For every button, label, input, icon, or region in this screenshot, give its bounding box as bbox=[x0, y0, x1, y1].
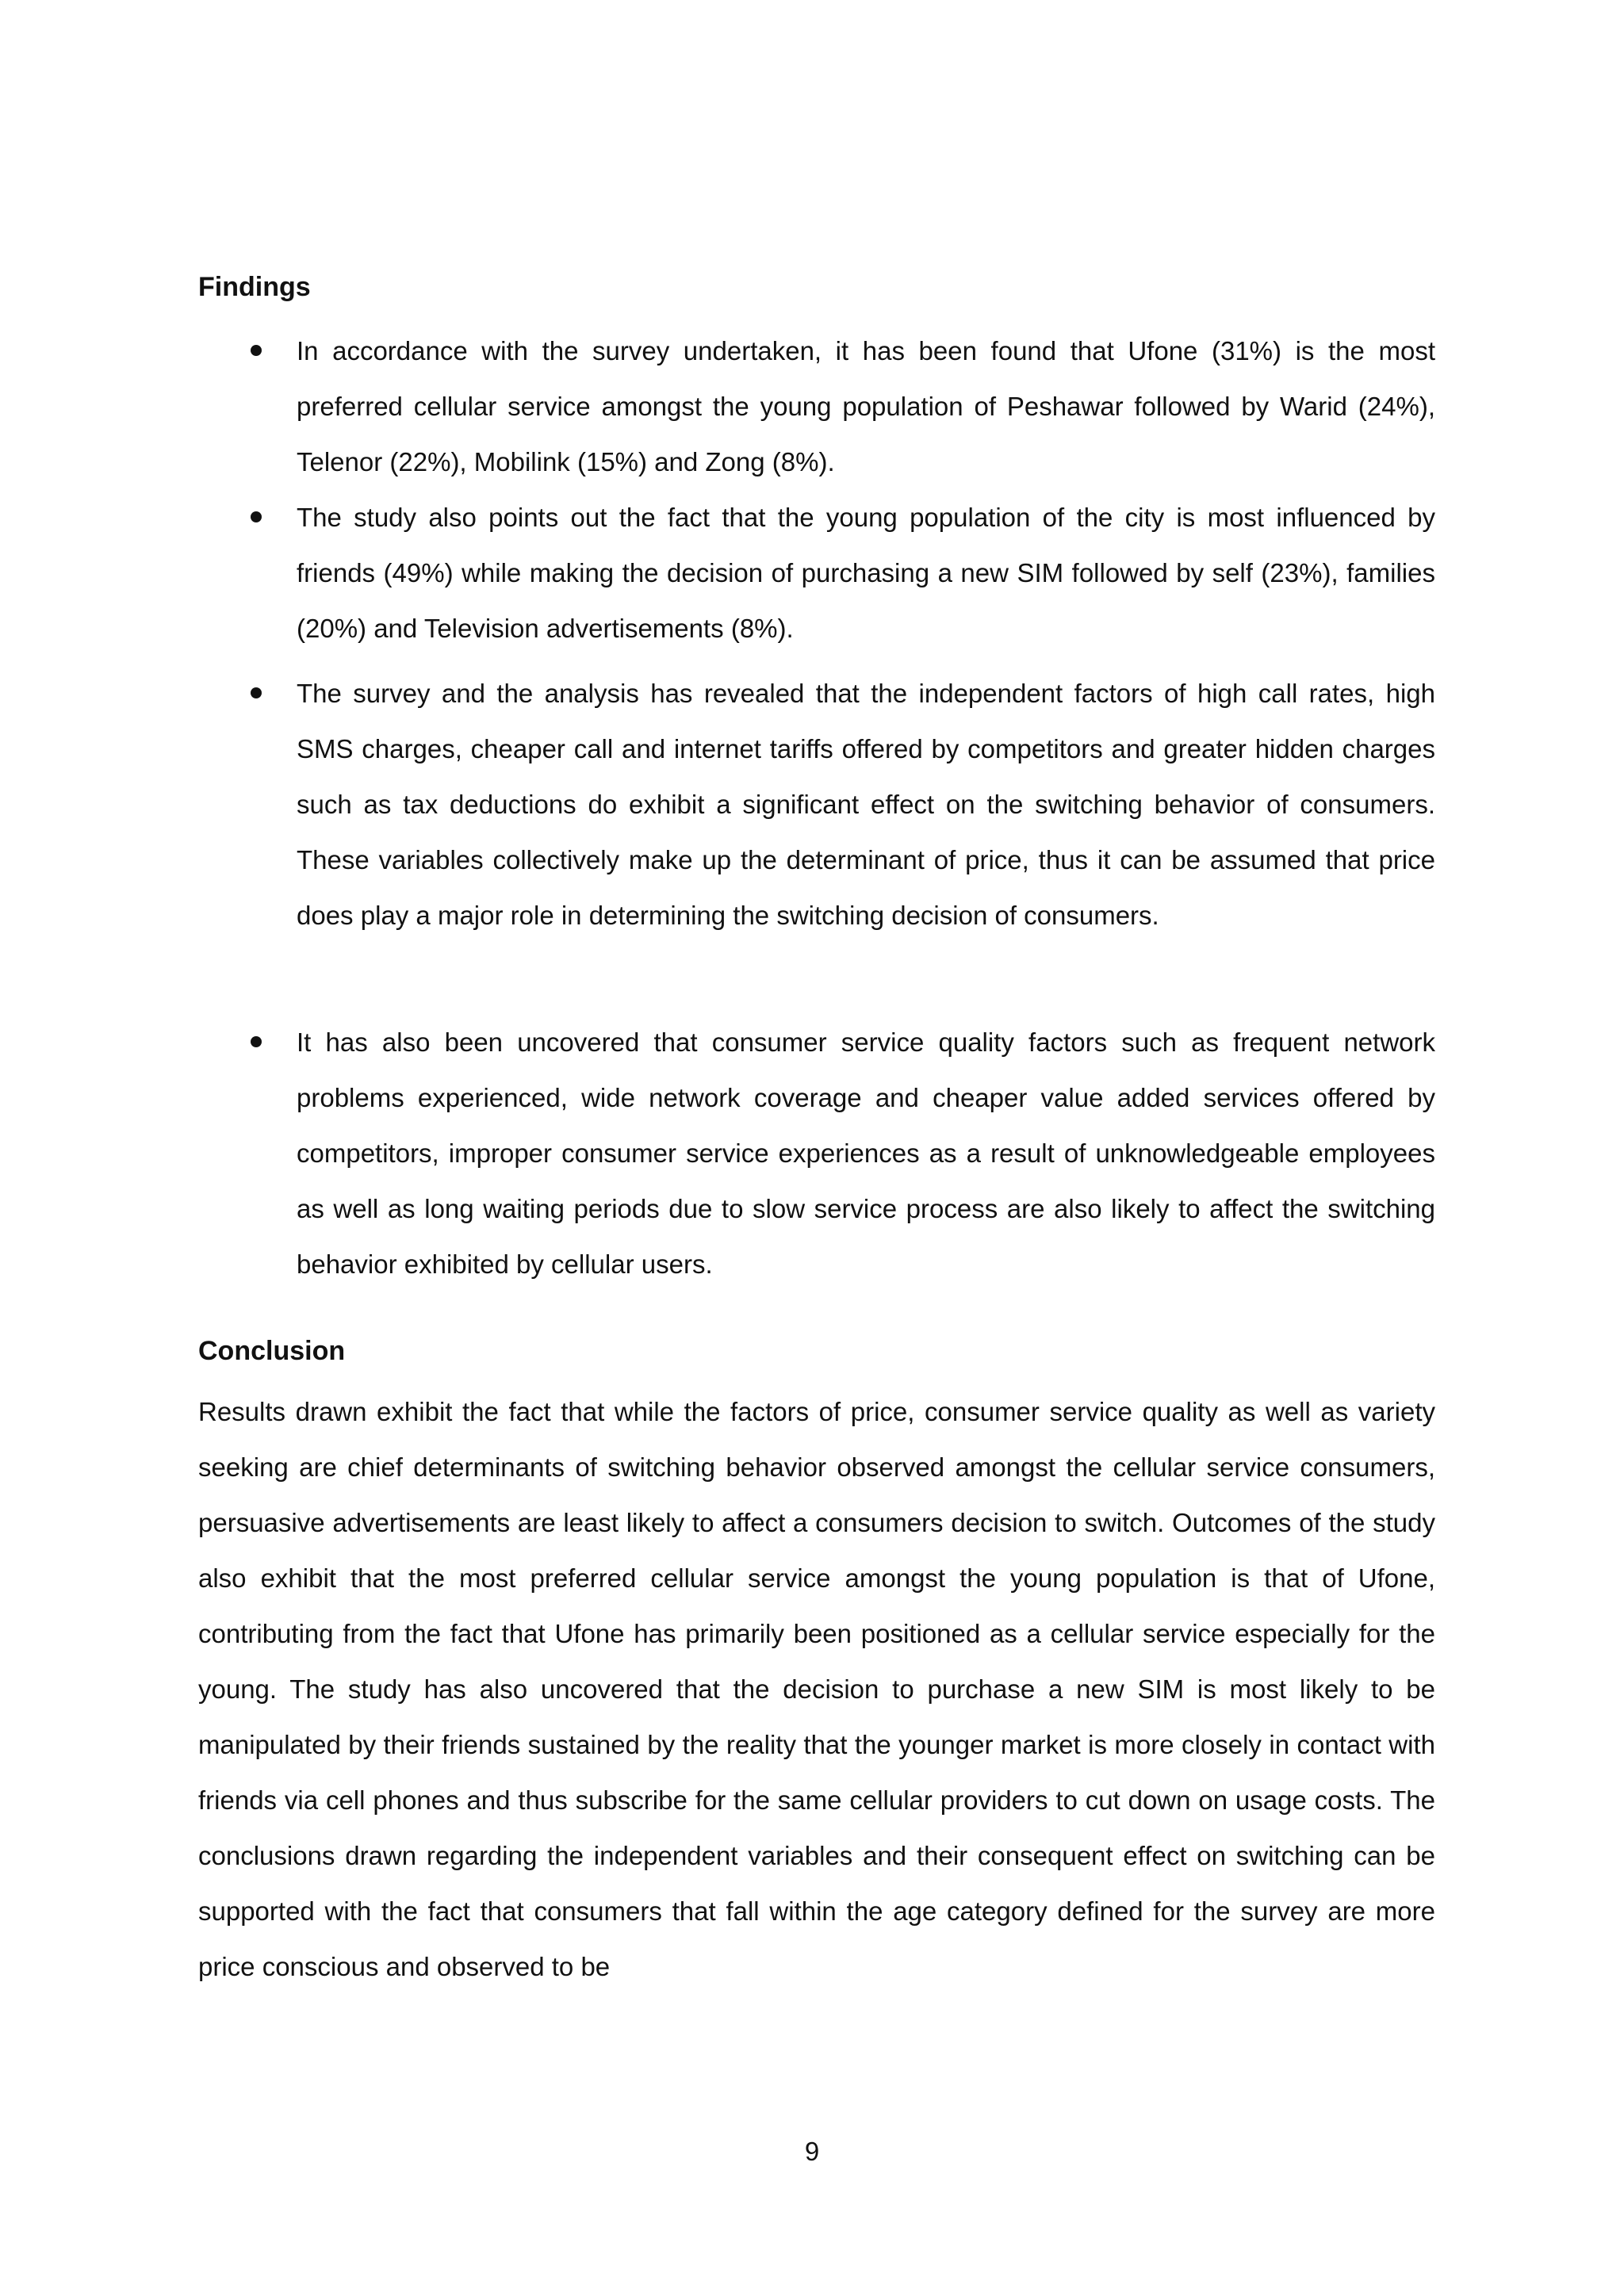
findings-bullet-1 bbox=[198, 323, 1435, 490]
findings-bullet-4-text: It has also been uncovered that consumer service quality factors such as frequent network problems experienced, wide network coverage and cheaper value added services offered by competitors, improper consumer service experiences as a result of unknowledgeable employees as well as long waiting periods due to slow service process are also likely to affect the switching behavior exhibited by cellular users. bbox=[297, 1027, 1435, 1279]
bullet-dot-icon bbox=[251, 511, 262, 522]
page-content bbox=[198, 270, 1435, 1995]
conclusion-heading: Conclusion bbox=[198, 1336, 346, 1366]
findings-bullet-3 bbox=[198, 666, 1435, 943]
findings-bullet-4 bbox=[198, 1015, 1435, 1292]
bullet-dot-icon bbox=[251, 687, 262, 698]
findings-bullet-3-text: The survey and the analysis has revealed that the independent factors of high call rates, high SMS charges, cheaper call and internet tariffs offered by competitors and greater hidden charges such as tax deductions do exhibit a significant effect on the switching behavior of consumers. These variables collectively make up the determinant of price, thus it can be assumed that price does play a major role in determining the switching decision of consumers. bbox=[297, 679, 1435, 930]
bullet-dot-icon bbox=[251, 345, 262, 356]
bullet-dot-icon bbox=[251, 1036, 262, 1047]
conclusion-paragraph: Results drawn exhibit the fact that while the factors of price, consumer service quality as well as variety seeking are chief determinants of switching behavior observed amongst the cellular service consumers, persuasive advertisements are least likely to affect a consumers decision to switch. Outcomes of the study also exhibit that the most preferred cellular service amongst the young population is that of Ufone, contributing from the fact that Ufone has primarily been positioned as a cellular service especially for the young. The study has also uncovered that the decision to purchase a new SIM is most likely to be manipulated by their friends sustained by the reality that the younger market is more closely in contact with friends via cell phones and thus subscribe for the same cellular providers to cut down on usage costs. The conclusions drawn regarding the independent variables and their consequent effect on switching can be supported with the fact that consumers that fall within the age category defined for the survey are more price conscious and observed to be bbox=[198, 1397, 1435, 1981]
findings-bullet-2-text: The study also points out the fact that the young population of the city is most influenced by friends (49%) while making the decision of purchasing a new SIM followed by self (23%), families (20%) and Television advertisements (8%). bbox=[297, 503, 1435, 643]
findings-bullet-2 bbox=[198, 490, 1435, 656]
page-number: 9 bbox=[804, 2137, 820, 2166]
findings-bullet-1-text: In accordance with the survey undertaken, it has been found that Ufone (31%) is the most preferred cellular service amongst the young population of Peshawar followed by Warid (24%), Telenor (22%), Mobilink (15%) and Zong (8%). bbox=[297, 336, 1435, 476]
findings-heading: Findings bbox=[198, 272, 311, 302]
findings-list bbox=[198, 323, 1435, 1292]
